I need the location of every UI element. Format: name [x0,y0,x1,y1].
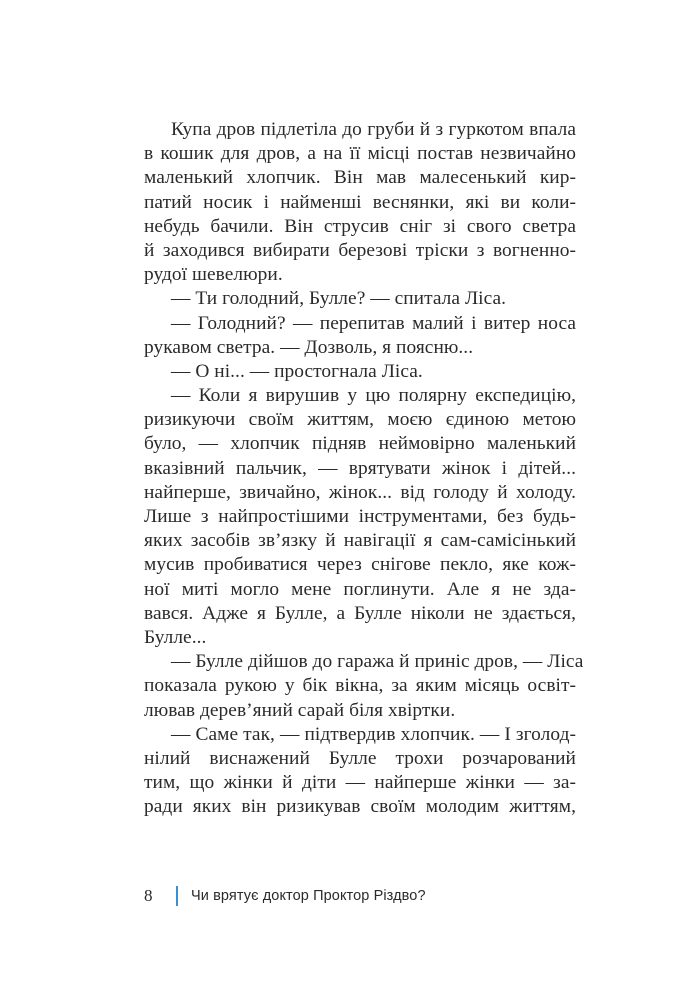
text-line: лював дерев’яний сарай біля хвіртки. [144,699,456,721]
text-line: було, — хлопчик підняв неймовірно маленький [144,433,576,455]
page-number: 8 [144,886,153,905]
text-line: небудь бачили. Він струсив сніг зі свого светра [144,215,576,237]
text-line: маленький хлопчик. Він мав малесенький кир- [144,167,576,189]
text-line: Булле... [144,626,207,648]
page-footer [144,884,426,908]
text-line: й заходився вибирати березові тріски з вогненно- [144,239,576,261]
text-line: вказівний пальчик, — врятувати жінок і дітей... [144,457,576,479]
text-line: в кошик для дров, а на її місці постав незвичайно [144,143,576,165]
running-title: Чи врятує доктор Проктор Різдво? [191,888,426,904]
text-line: ризикуючи своїм життям, моєю єдиною метою [144,409,576,431]
text-line: рукавом светра. — Дозволь, я поясню... [144,336,474,358]
text-line: показала рукою у бік вікна, за яким місяць освіт- [144,675,576,697]
text-line: вався. Адже я Булле, а Булле ніколи не здається, [144,602,576,624]
text-line: рудої шевелюри. [144,264,283,286]
footer-divider [176,886,178,906]
text-line: мусив пробиватися через снігове пекло, яке кож- [144,554,576,576]
text-line: яких засобів зв’язку й навігації я сам-самісінький [144,530,576,552]
text-line: найперше, звичайно, жінок... від голоду й холоду. [144,481,576,503]
text-line: — Булле дійшов до гаража й приніс дров, — Ліса [171,651,584,673]
text-line: Лише з найпростішими інструментами, без будь- [144,506,576,527]
text-line: — Коли я вирушив у цю полярну експедицію, [171,385,576,407]
text-line: — Ти голодний, Булле? — спитала Ліса. [171,288,507,310]
text-line: — Голодний? — перепитав малий і витер носа [171,312,576,334]
text-line: ради яких він ризикував своїм молодим життям, [144,796,576,818]
text-line: Купа дров підлетіла до груби й з гуркотом впала [171,119,576,140]
text-line: тим, що жінки й діти — найперше жінки — за- [144,772,576,794]
text-line: патий носик і найменші веснянки, які ви коли- [144,191,576,213]
body-text [144,118,584,819]
text-line: ної миті могло мене поглинути. Але я не зда- [144,578,576,600]
text-line: нілий виснажений Булле трохи розчарований [144,747,576,769]
text-line: — О ні... — простогнала Ліса. [171,360,423,382]
text-line: — Саме так, — підтвердив хлопчик. — І зголод- [171,723,576,745]
